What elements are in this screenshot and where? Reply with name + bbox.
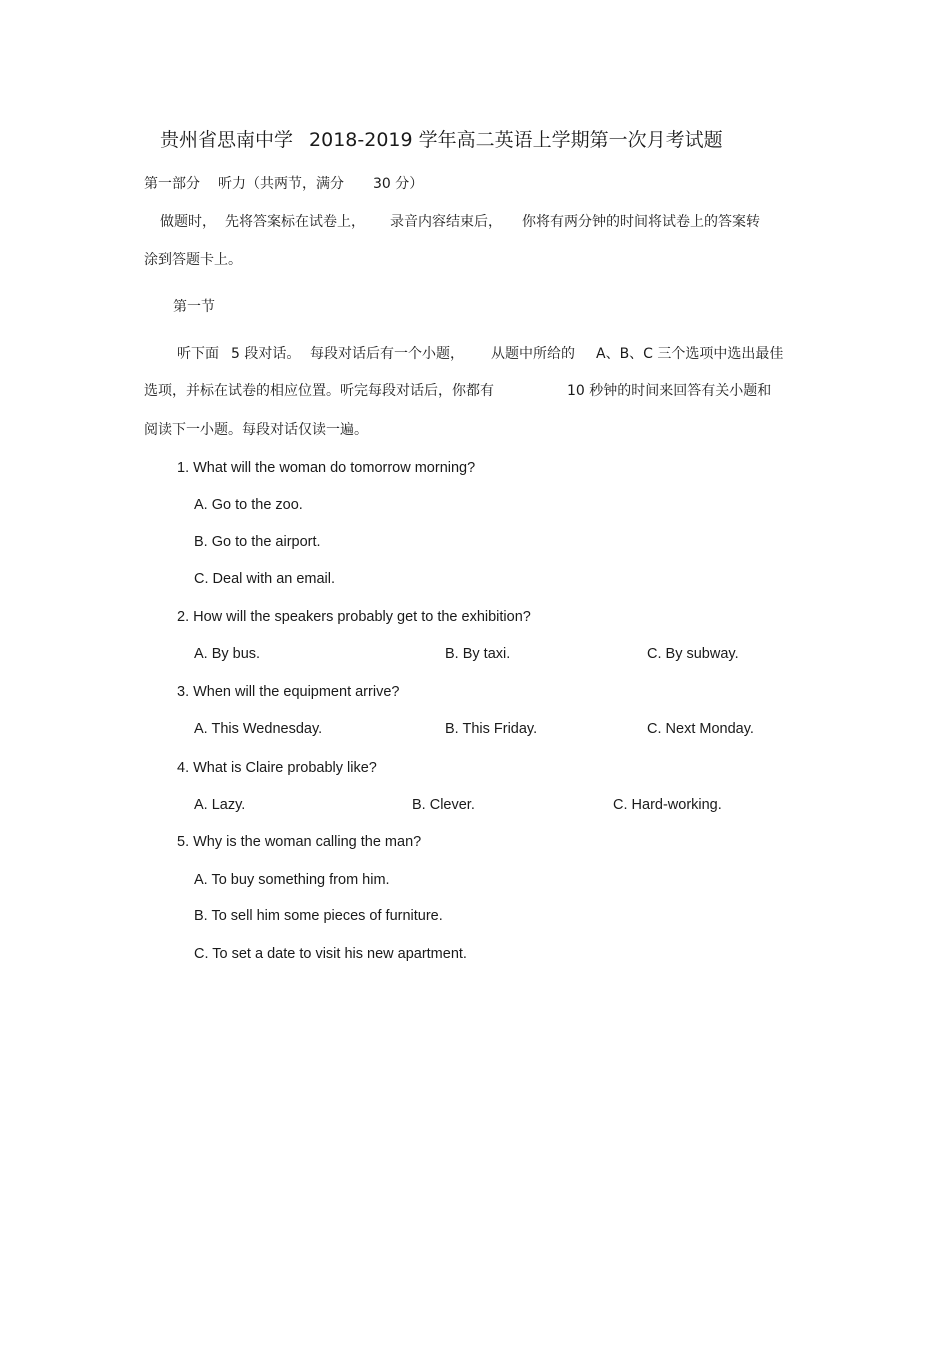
question-1: 1. What will the woman do tomorrow morning?: [177, 460, 476, 476]
question-5-option-b: B. To sell him some pieces of furniture.: [194, 908, 443, 924]
question-4-option-b: B. Clever.: [412, 797, 475, 813]
instruction-4: 从题中所给的: [491, 346, 575, 362]
instruction-5: A、B、C 三个选项中选出最佳: [596, 346, 784, 362]
part-info: 听力（共两节，满分: [218, 176, 344, 192]
question-5-option-c: C. To set a date to visit his new apartment.: [194, 946, 467, 962]
question-4: 4. What is Claire probably like?: [177, 760, 377, 776]
title-exam: 2018-2019 学年高二英语上学期第一次月考试题: [309, 129, 723, 151]
intro-text-1: 做题时，: [160, 214, 216, 230]
question-3-option-b: B. This Friday.: [445, 721, 538, 737]
instruction-1: 听下面: [177, 346, 219, 362]
question-2: 2. How will the speakers probably get to the exhibition?: [177, 609, 531, 625]
intro-text-2: 先将答案标在试卷上，: [225, 214, 365, 230]
instruction-3: 每段对话后有一个小题，: [310, 346, 464, 362]
question-1-option-a: A. Go to the zoo.: [194, 497, 303, 513]
part-label: 第一部分: [144, 176, 200, 192]
question-4-option-a: A. Lazy.: [194, 797, 246, 813]
intro-text-3: 录音内容结束后，: [390, 214, 502, 230]
question-2-option-c: C. By subway.: [647, 646, 739, 662]
intro-text-line2: 涂到答题卡上。: [144, 252, 242, 268]
question-2-option-a: A. By bus.: [194, 646, 261, 662]
title-school: 贵州省思南中学: [160, 129, 294, 151]
page-title: [160, 128, 723, 152]
question-3-option-c: C. Next Monday.: [647, 721, 754, 737]
question-2-option-b: B. By taxi.: [445, 646, 511, 662]
instruction-2: 5 段对话。: [231, 346, 301, 362]
instruction-line2b: 10 秒钟的时间来回答有关小题和: [567, 383, 772, 399]
instruction-line3: 阅读下一小题。每段对话仅读一遍。: [144, 422, 368, 438]
question-3: 3. When will the equipment arrive?: [177, 684, 400, 700]
question-1-option-b: B. Go to the airport.: [194, 534, 321, 550]
part-score: 30 分）: [373, 176, 424, 192]
question-1-option-c: C. Deal with an email.: [194, 571, 336, 587]
question-4-option-c: C. Hard-working.: [613, 797, 722, 813]
instruction-line2a: 选项，并标在试卷的相应位置。听完每段对话后，你都有: [144, 383, 494, 399]
intro-text-4: 你将有两分钟的时间将试卷上的答案转: [522, 214, 760, 230]
section-heading: 第一节: [173, 299, 215, 315]
question-5: 5. Why is the woman calling the man?: [177, 834, 422, 850]
question-3-option-a: A. This Wednesday.: [194, 721, 323, 737]
question-5-option-a: A. To buy something from him.: [194, 872, 390, 888]
